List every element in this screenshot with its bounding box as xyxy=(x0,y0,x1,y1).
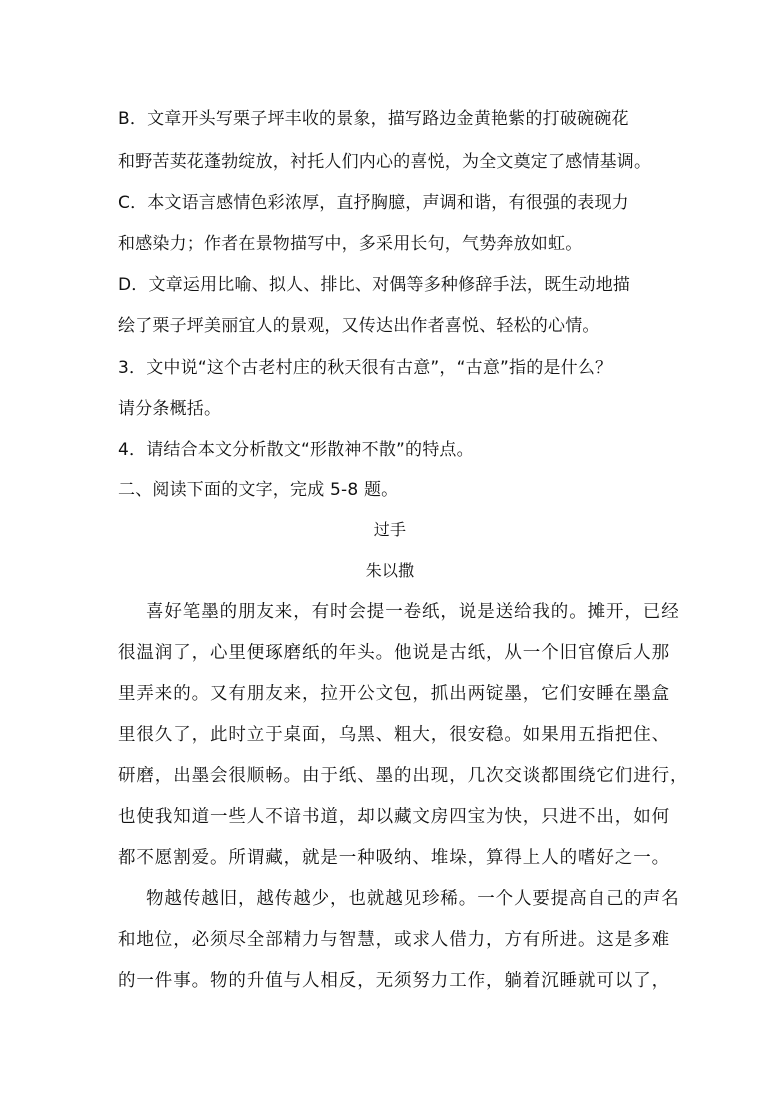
paragraph-1-line: 也使我知道一些人不谙书道，却以藏文房四宝为快，只进不出，如何 xyxy=(118,807,670,827)
paragraph-2-line: 的一件事。物的升值与人相反，无须努力工作，躺着沉睡就可以了， xyxy=(118,971,670,991)
paragraph-2-line: 物越传越旧，越传越少，也就越见珍稀。一个人要提高自己的声名 xyxy=(146,889,680,909)
paragraph-1-line: 里很久了，此时立于桌面，乌黑、粗大，很安稳。如果用五指把住、 xyxy=(118,725,670,745)
option-c-line-2: 和感染力；作者在景物描写中，多采用长句，气势奔放如虹。 xyxy=(118,234,583,254)
section-2-heading: 二、阅读下面的文字，完成 5-8 题。 xyxy=(118,480,399,500)
question-4: 4．请结合本文分析散文“形散神不散”的特点。 xyxy=(118,440,474,460)
paragraph-1-line: 都不愿割爱。所谓藏，就是一种吸纳、堆垛，算得上人的嗜好之一。 xyxy=(118,848,670,868)
paragraph-1-line: 研磨，出墨会很顺畅。由于纸、墨的出现，几次交谈都围绕它们进行， xyxy=(118,766,689,786)
option-b-line-1: B．文章开头写栗子坪丰收的景象，描写路边金黄艳紫的打破碗碗花 xyxy=(118,109,629,129)
paragraph-2-line: 和地位，必须尽全部精力与智慧，或求人借力，方有所进。这是多难 xyxy=(118,930,670,950)
paragraph-1-line: 很温润了，心里便琢磨纸的年头。他说是古纸，从一个旧官僚后人那 xyxy=(118,643,670,663)
option-d-line-2: 绘了栗子坪美丽宜人的景观，又传达出作者喜悦、轻松的心情。 xyxy=(118,316,600,336)
question-3-line-2: 请分条概括。 xyxy=(118,399,222,419)
paragraph-1-line: 里弄来的。又有朋友来，拉开公文包，抓出两锭墨，它们安睡在墨盒 xyxy=(118,684,670,704)
paragraph-1-line: 喜好笔墨的朋友来，有时会提一卷纸，说是送给我的。摊开，已经 xyxy=(146,602,680,622)
article-author: 朱以撒 xyxy=(365,561,415,580)
option-c-line-1: C．本文语言感情色彩浓厚，直抒胸臆，声调和谐，有很强的表现力 xyxy=(118,193,629,213)
question-3-line-1: 3．文中说“这个古老村庄的秋天很有古意”，“古意”指的是什么？ xyxy=(118,358,613,378)
article-title: 过手 xyxy=(373,520,407,539)
option-b-line-2: 和野苦荬花蓬勃绽放，衬托人们内心的喜悦，为全文奠定了感情基调。 xyxy=(118,152,652,172)
option-d-line-1: D．文章运用比喻、拟人、排比、对偶等多种修辞手法，既生动地描 xyxy=(118,275,631,295)
